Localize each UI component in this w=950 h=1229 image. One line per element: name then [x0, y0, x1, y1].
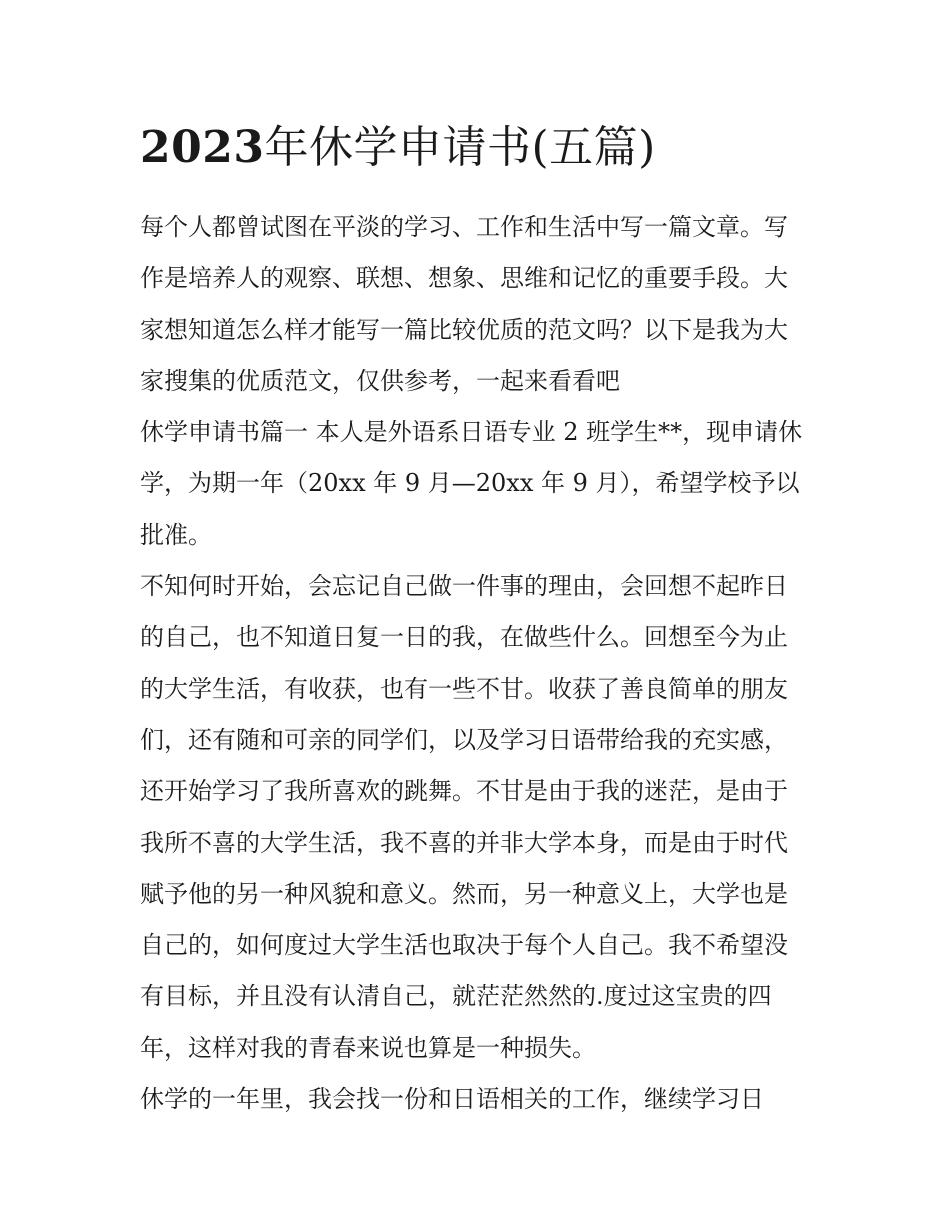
title-year: 2023 — [140, 122, 265, 173]
text-line: 休学的一年里，我会找一份和日语相关的工作，继续学习日 — [140, 1085, 764, 1114]
text-line: 不知何时开始，会忘记自己做一件事的理由，会回想不起昨日 — [140, 572, 788, 601]
text-line: 的自己，也不知道日复一日的我，在做些什么。回想至今为止 — [140, 623, 788, 652]
paragraph-intro — [140, 202, 820, 407]
paragraph-application — [140, 407, 820, 561]
text-line: 有目标，并且没有认清自己，就茫茫然然的.度过这宝贵的四 — [140, 982, 772, 1011]
text-line: 年，这样对我的青春来说也算是一种损失。 — [140, 1033, 596, 1062]
text-line: 我所不喜的大学生活，我不喜的并非大学本身，而是由于时代 — [140, 828, 788, 857]
paragraph-reason — [140, 561, 820, 1074]
paragraph-plan — [140, 1074, 820, 1125]
text-line: 自己的，如何度过大学生活也取决于每个人自己。我不希望没 — [140, 931, 788, 960]
text-line: 的大学生活，有收获，也有一些不甘。收获了善良简单的朋友 — [140, 674, 788, 703]
text-line: 休学申请书篇一 本人是外语系日语专业 2 班学生**，现申请休 — [140, 418, 803, 447]
text-line: 家想知道怎么样才能写一篇比较优质的范文吗？以下是我为大 — [140, 315, 788, 344]
document-body — [140, 202, 820, 1125]
text-line: 作是培养人的观察、联想、想象、思维和记忆的重要手段。大 — [140, 264, 788, 293]
title-text: 年休学申请书(五篇) — [264, 122, 656, 173]
text-line: 批准。 — [140, 520, 212, 549]
text-line: 学，为期一年（20xx 年 9 月—20xx 年 9 月），希望学校予以 — [140, 469, 800, 498]
text-line: 们，还有随和可亲的同学们，以及学习日语带给我的充实感， — [140, 725, 788, 754]
text-line: 赋予他的另一种风貌和意义。然而，另一种意义上，大学也是 — [140, 879, 788, 908]
text-line: 每个人都曾试图在平淡的学习、工作和生活中写一篇文章。写 — [140, 213, 788, 241]
text-line: 家搜集的优质范文，仅供参考，一起来看看吧 — [140, 366, 620, 395]
document-title — [140, 118, 656, 178]
text-line: 还开始学习了我所喜欢的跳舞。不甘是由于我的迷茫，是由于 — [140, 777, 788, 806]
